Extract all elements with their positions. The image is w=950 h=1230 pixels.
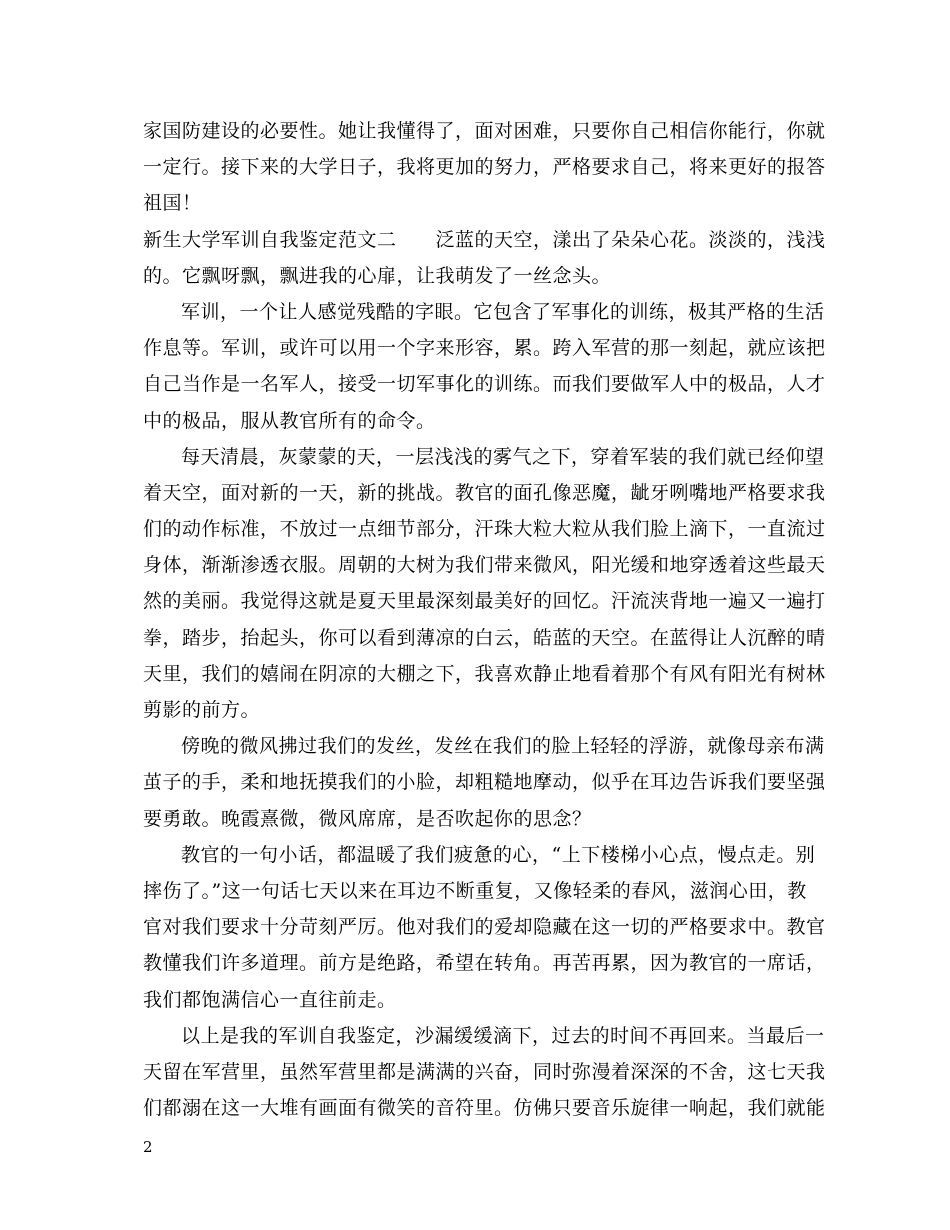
paragraph-start-line: 以上是我的军训自我鉴定，沙漏缓缓滴下，过去的时间不再回来。当最后一 xyxy=(181,1024,825,1047)
paragraph-start-line: 教官的一句小话，都温暖了我们疲惫的心，“上下楼梯小心点，慢点走。别 xyxy=(181,843,816,866)
text-line: 自己当作是一名军人，接受一切军事化的训练。而我们要做军人中的极品，人才 xyxy=(143,373,826,396)
text-line: 摔伤了。”这一句话七天以来在耳边不断重复，又像轻柔的春风，滋润心田，教 xyxy=(143,879,807,902)
text-line: 茧子的手，柔和地抚摸我们的小脸，却粗糙地摩动，似乎在耳边告诉我们要坚强 xyxy=(143,771,826,794)
text-line: 们的动作标准，不放过一点细节部分，汗珠大粒大粒从我们脸上滴下，一直流过 xyxy=(143,518,826,541)
text-line: 身体，渐渐渗透衣服。周朝的大树为我们带来微风，阳光缓和地穿透着这些最天 xyxy=(143,554,826,577)
text-line: 着天空，面对新的一天，新的挑战。教官的面孔像恶魔，龇牙咧嘴地严格要求我 xyxy=(143,481,826,504)
text-line: 作息等。军训，或许可以用一个字来形容，累。跨入军营的那一刻起，就应该把 xyxy=(143,337,826,360)
text-line: 然的美丽。我觉得这就是夏天里最深刻最美好的回忆。汗流浃背地一遍又一遍打 xyxy=(143,590,826,613)
text-line: 拳，踏步，抬起头，你可以看到薄凉的白云，皓蓝的天空。在蓝得让人沉醉的晴 xyxy=(143,626,826,649)
page-number: 2 xyxy=(143,1138,153,1156)
paragraph-start-line: 每天清晨，灰蒙蒙的天，一层浅浅的雾气之下，穿着军装的我们就已经仰望 xyxy=(181,445,825,468)
text-line: 天里，我们的嬉闹在阴凉的大棚之下，我喜欢静止地看着那个有风有阳光有树林 xyxy=(143,662,826,685)
text-line: 天留在军营里，虽然军营里都是满满的兴奋，同时弥漫着深深的不舍，这七天我 xyxy=(143,1060,826,1083)
text-line: 家国防建设的必要性。她让我懂得了，面对困难，只要你自己相信你能行，你就 xyxy=(143,120,826,142)
paragraph-start-line: 傍晚的微风拂过我们的发丝，发丝在我们的脸上轻轻的浮游，就像母亲布满 xyxy=(181,735,825,758)
paragraph-start-line: 军训，一个让人感觉残酷的字眼。它包含了军事化的训练，极其严格的生活 xyxy=(181,300,825,323)
text-line: 剪影的前方。 xyxy=(143,699,261,721)
text-line: 的。它飘呀飘，飘进我的心扉，让我萌发了一丝念头。 xyxy=(143,264,612,287)
section-heading-line: 新生大学军训自我鉴定范文二 泛蓝的天空，漾出了朵朵心花。淡淡的，浅浅 xyxy=(143,228,826,251)
text-line: 要勇敢。晚霞熹微，微风席席，是否吹起你的思念？ xyxy=(143,807,592,830)
body-text xyxy=(143,113,826,1126)
text-line: 教懂我们许多道理。前方是绝路，希望在转角。再苦再累，因为教官的一席话， xyxy=(143,952,826,975)
text-line: 我们都饱满信心一直往前走。 xyxy=(143,988,397,1011)
text-line: 一定行。接下来的大学日子，我将更加的努力，严格要求自己，将来更好的报答 xyxy=(143,156,826,179)
text-line: 祖国！ xyxy=(143,192,202,215)
text-line: 官对我们要求十分苛刻严厉。他对我们的爱却隐藏在这一切的严格要求中。教官 xyxy=(143,916,826,939)
text-line: 们都溺在这一大堆有画面有微笑的音符里。仿佛只要音乐旋律一响起，我们就能 xyxy=(143,1097,826,1120)
text-line: 中的极品，服从教官所有的命令。 xyxy=(143,409,436,432)
